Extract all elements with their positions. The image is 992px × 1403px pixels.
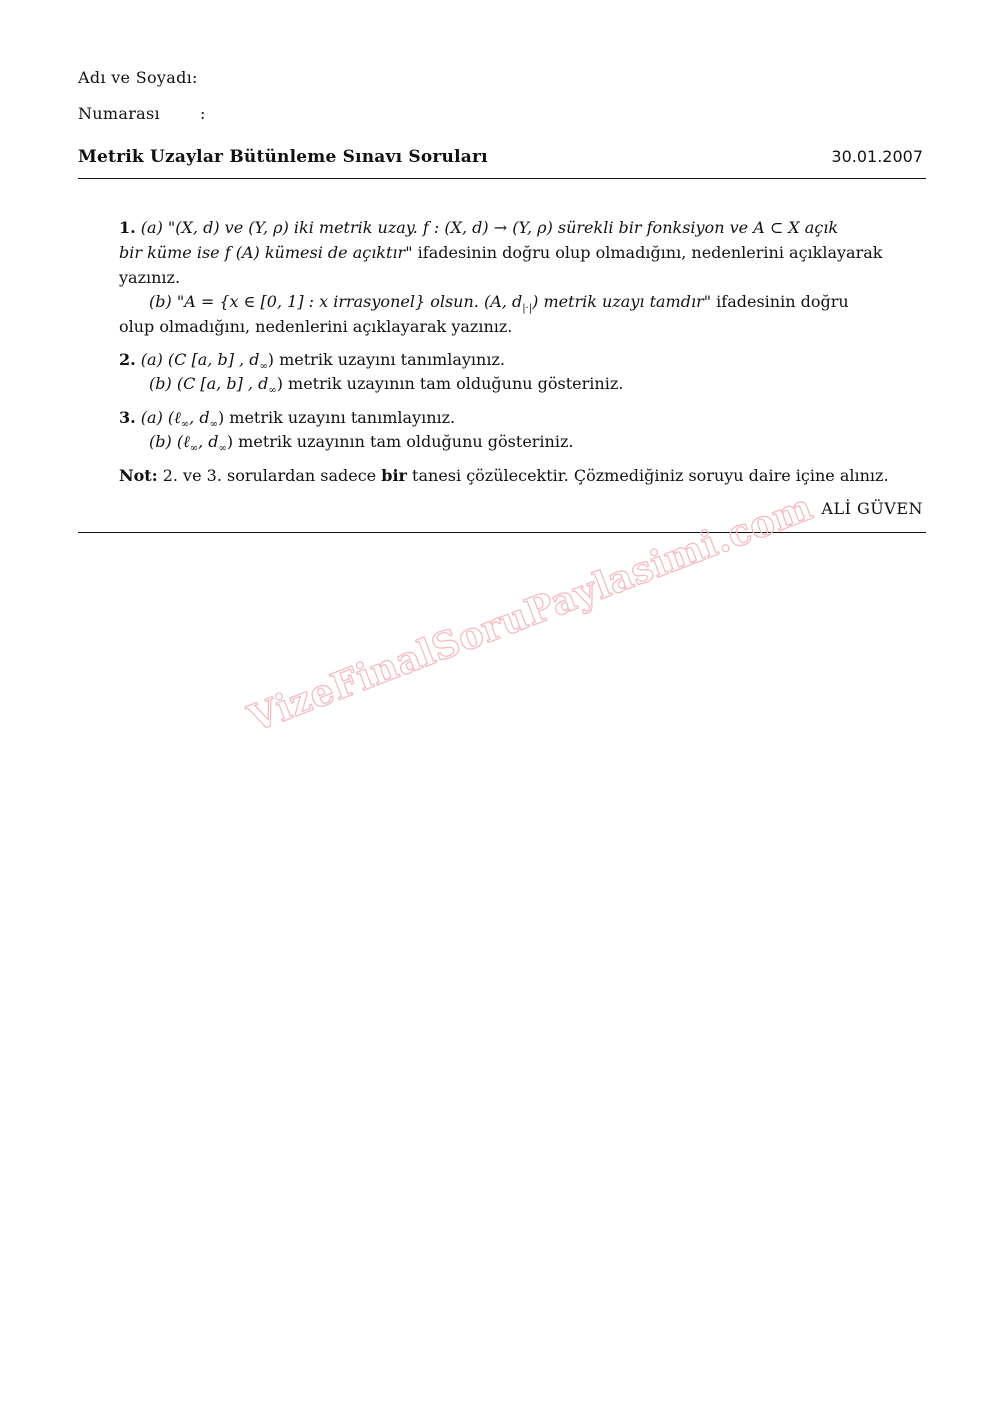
q1a-label: (a) bbox=[140, 218, 163, 237]
q1b-label: (b) bbox=[149, 292, 172, 311]
q1-line5: olup olmadığını, nedenlerini açıklayarak yazınız. bbox=[119, 317, 513, 336]
note-text-2: tanesi çözülecektir. Çözmediğiniz soruyu daire içine alınız. bbox=[412, 466, 889, 485]
q3b-label: (b) bbox=[149, 432, 172, 451]
q1a-statement-1: (X, d) ve (Y, ρ) iki metrik uzay. f : (X, d) → (Y, ρ) sürekli bir fonksiyon ve A ⊂ X açık bbox=[175, 218, 839, 237]
q2-line2 bbox=[149, 374, 623, 401]
q1b-instruction: " ifadesinin doğru bbox=[703, 292, 849, 311]
q1b-quote: " bbox=[176, 292, 185, 311]
note-label: Not: bbox=[119, 466, 158, 485]
q1-line4 bbox=[149, 292, 849, 319]
exam-date: 30.01.2007 bbox=[831, 147, 923, 166]
q1-line3: yazınız. bbox=[119, 268, 181, 287]
q2a-space: (C [a, b] , $d_\infty$ bbox=[167, 350, 268, 373]
q2b-text: ) metrik uzayının tam olduğunu gösteriniz. bbox=[276, 374, 624, 393]
q2a-text: ) metrik uzayını tanımlayınız. bbox=[267, 350, 505, 369]
watermark: VizeFinalSoruPaylasimi.com bbox=[242, 484, 819, 741]
page-title: Metrik Uzaylar Bütünleme Sınavı Soruları bbox=[78, 147, 488, 167]
name-label: Adı ve Soyadı: bbox=[78, 68, 198, 87]
q1a-statement-2: bir küme ise f (A) kümesi de açıktır bbox=[119, 243, 406, 262]
q3b-text: ) metrik uzayının tam olduğunu gösteriniz. bbox=[226, 432, 574, 451]
note-text-1: 2. ve 3. sorulardan sadece bbox=[162, 466, 377, 485]
q1a-quote: " bbox=[167, 218, 176, 237]
q2b-label: (b) bbox=[149, 374, 172, 393]
signature: ALİ GÜVEN bbox=[821, 499, 923, 518]
number-label: Numarası bbox=[78, 104, 160, 123]
top-divider bbox=[78, 178, 926, 179]
q2a-label: (a) bbox=[140, 350, 163, 369]
q1b-space: (A, $d_{|\cdot|}$) metrik uzayı tamdır bbox=[483, 292, 704, 315]
q2-number: 2. bbox=[119, 350, 136, 369]
note-line bbox=[119, 466, 924, 486]
q3-number: 3. bbox=[119, 408, 136, 427]
note-bold: bir bbox=[381, 466, 407, 485]
q3-line2 bbox=[149, 432, 573, 459]
q1-line1 bbox=[119, 218, 924, 238]
q3a-label: (a) bbox=[140, 408, 163, 427]
q2b-space: (C [a, b] , $d_\infty$ bbox=[176, 374, 277, 397]
number-colon: : bbox=[200, 104, 206, 123]
q3a-space: (ℓ$_\infty$, $d_\infty$ bbox=[167, 408, 218, 431]
q1-line2 bbox=[119, 243, 882, 263]
q1a-instruction: " ifadesinin doğru olup olmadığını, nedenlerini açıklayarak bbox=[405, 243, 883, 262]
q3b-space: (ℓ$_\infty$, $d_\infty$ bbox=[176, 432, 227, 455]
q1-number: 1. bbox=[119, 218, 136, 237]
q3a-text: ) metrik uzayını tanımlayınız. bbox=[217, 408, 456, 427]
q1b-set-def: A = {x ∈ [0, 1] : x irrasyonel} olsun. bbox=[184, 292, 479, 311]
